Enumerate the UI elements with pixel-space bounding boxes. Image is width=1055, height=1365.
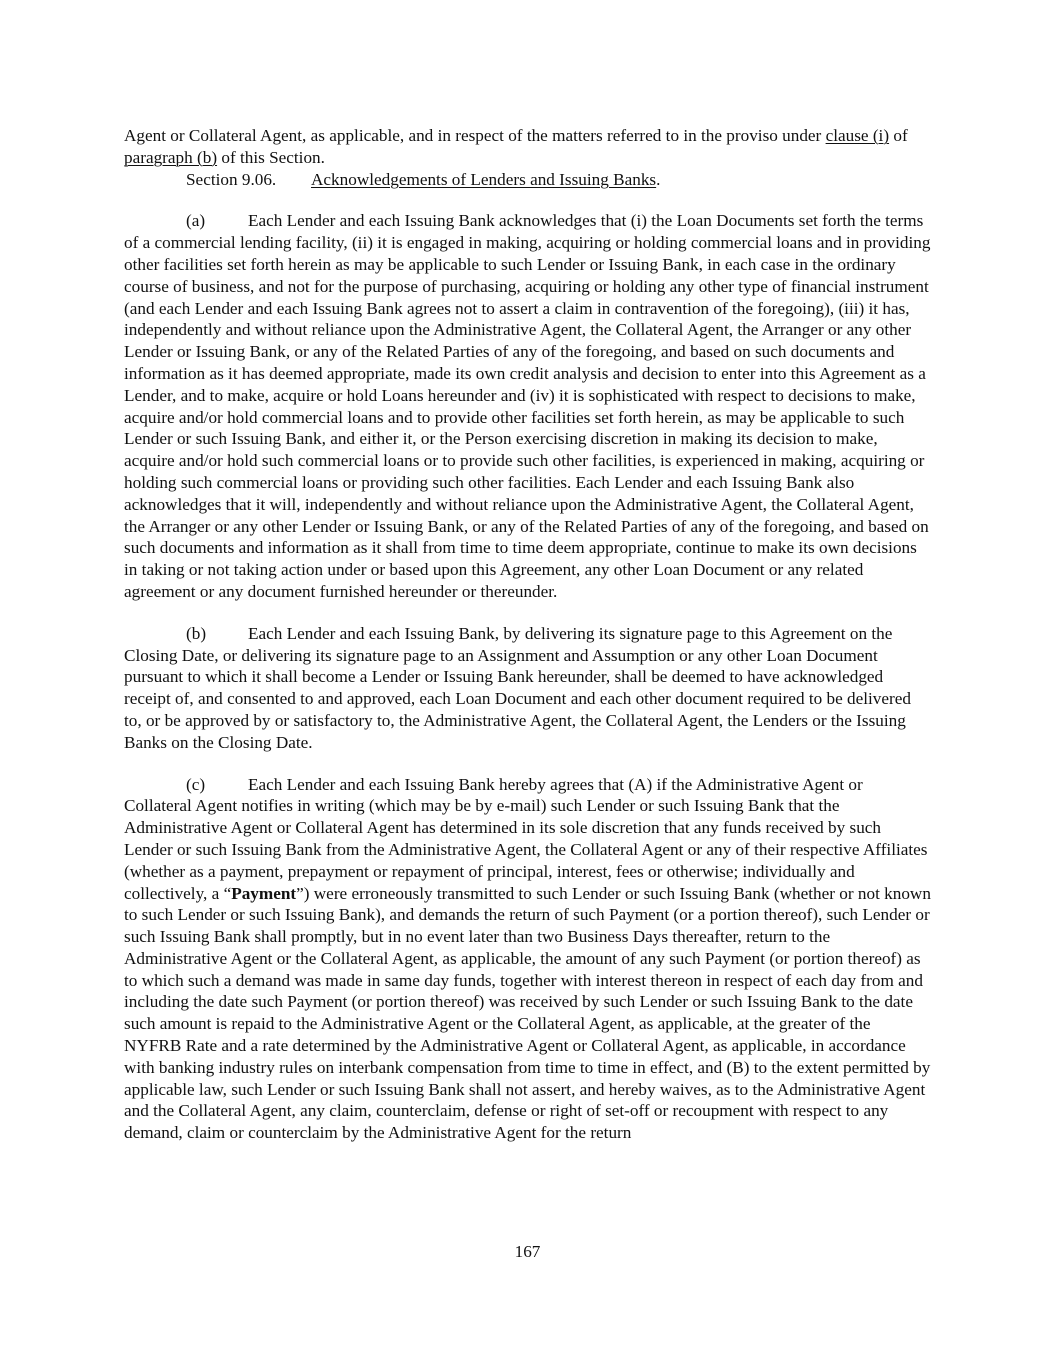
section-title: Acknowledgements of Lenders and Issuing Banks xyxy=(311,169,657,189)
paragraph-b xyxy=(124,623,932,754)
page-number: 167 xyxy=(514,1242,541,1261)
paragraph-a xyxy=(124,210,932,602)
defined-term-payment: Payment xyxy=(231,883,297,903)
paragraph-b-text: Each Lender and each Issuing Bank, by delivering its signature page to this Agreement on the Closing Date, or delivering its signature page to an Assignment and Assumption or any other Loan Document pursuant to which it shall become a Lender or Issuing Bank hereunder, shall be deemed to have acknowledged receipt of, and consented to and approved, each Loan Document and each other document required to be delivered to, or be approved by or satisfactory to, the Administrative Agent, the Collateral Agent, the Lenders or the Issuing Banks on the Closing Date. xyxy=(124,623,911,752)
paragraph-c-label: (c) xyxy=(186,774,206,794)
paragraph-reference: paragraph (b) xyxy=(124,147,218,167)
continuation-end: of this Section. xyxy=(221,147,325,167)
section-number: Section 9.06. xyxy=(186,169,277,189)
paragraph-c xyxy=(124,774,932,1145)
document-page xyxy=(124,125,932,1144)
paragraph-c-text-before: Each Lender and each Issuing Bank hereby agrees that (A) if the Administrative Agent or Collateral Agent notifies in writing (which may be by e-mail) such Lender or such Issuing Bank that the Administrative Agent or Collateral Agent has determined in its sole discretion that any funds received by such Lender or such Issuing Bank from the Administrative Agent, the Collateral Agent or any of their respective Affiliates (whether as a payment, prepayment or repayment of principal, interest, fees or otherwise; individually and collectively, a “ xyxy=(124,774,928,903)
paragraph-a-label: (a) xyxy=(186,211,206,231)
continuation-paragraph xyxy=(124,125,932,169)
section-heading xyxy=(124,169,932,191)
paragraph-a-text: Each Lender and each Issuing Bank acknowledges that (i) the Loan Documents set forth the terms of a commercial lending facility, (ii) it is engaged in making, acquiring or holding commercial loans and in providing other facilities set forth herein as may be applicable to such Lender or Issuing Bank, in each case in the ordinary course of business, and not for the purpose of purchasing, acquiring or holding any other type of financial instrument (and each Lender and each Issuing Bank agrees not to assert a claim in contravention of the foregoing), (iii) it has, independently and without reliance upon the Administrative Agent, the Collateral Agent, the Arranger or any other Lender or Issuing Bank, or any of the Related Parties of any of the foregoing, and based on such documents and information as it has deemed appropriate, made its own credit analysis and decision to enter into this Agreement as a Lender, and to make, acquire or hold Loans hereunder and (iv) it is sophisticated with respect to decisions to make, acquire and/or hold commercial loans and to provide other facilities set forth herein, as may be applicable to such Lender or such Issuing Bank, and either it, or the Person exercising discretion in making its decision to make, acquire and/or hold such commercial loans or to provide such other facilities, is experienced in making, acquiring or holding such commercial loans or providing such other facilities. Each Lender and each Issuing Bank also acknowledges that it will, independently and without reliance upon the Administrative Agent, the Collateral Agent, the Arranger or any other Lender or Issuing Bank, or any of the Related Parties of any of the foregoing, and based on such documents and information as it shall from time to time deem appropriate, continue to make its own decisions in taking or not taking action under or based upon this Agreement, any other Loan Document or any related agreement or any document furnished hereunder or thereunder. xyxy=(124,211,931,601)
section-title-period: . xyxy=(656,169,661,189)
continuation-connector: of xyxy=(893,126,908,145)
paragraph-b-label: (b) xyxy=(186,623,207,643)
paragraph-c-text-after: ”) were erroneously transmitted to such Lender or such Issuing Bank (whether or not known to such Lender or such Issuing Bank), and demands the return of such Payment (or a portion thereof), such Lender or such Issuing Bank shall promptly, but in no event later than two Business Days thereafter, return to the Administrative Agent or the Collateral Agent, as applicable, the amount of any such Payment (or portion thereof) as to which such a demand was made in same day funds, together with interest thereon in respect of each day from and including the date such Payment (or portion thereof) was received by such Lender or such Issuing Bank to the date such amount is repaid to the Administrative Agent or the Collateral Agent, as applicable, at the greater of the NYFRB Rate and a rate determined by the Administrative Agent or Collateral Agent, as applicable, in accordance with banking industry rules on interbank compensation from time to time in effect, and (B) to the extent permitted by applicable law, such Lender or such Issuing Bank shall not assert, and hereby waives, as to the Administrative Agent and the Collateral Agent, any claim, counterclaim, defense or right of set-off or recoupment with respect to any demand, claim or counterclaim by the Administrative Agent for the return xyxy=(124,883,931,1143)
continuation-text: Agent or Collateral Agent, as applicable, and in respect of the matters referred to in the proviso under xyxy=(124,126,822,145)
clause-reference: clause (i) xyxy=(825,126,890,145)
